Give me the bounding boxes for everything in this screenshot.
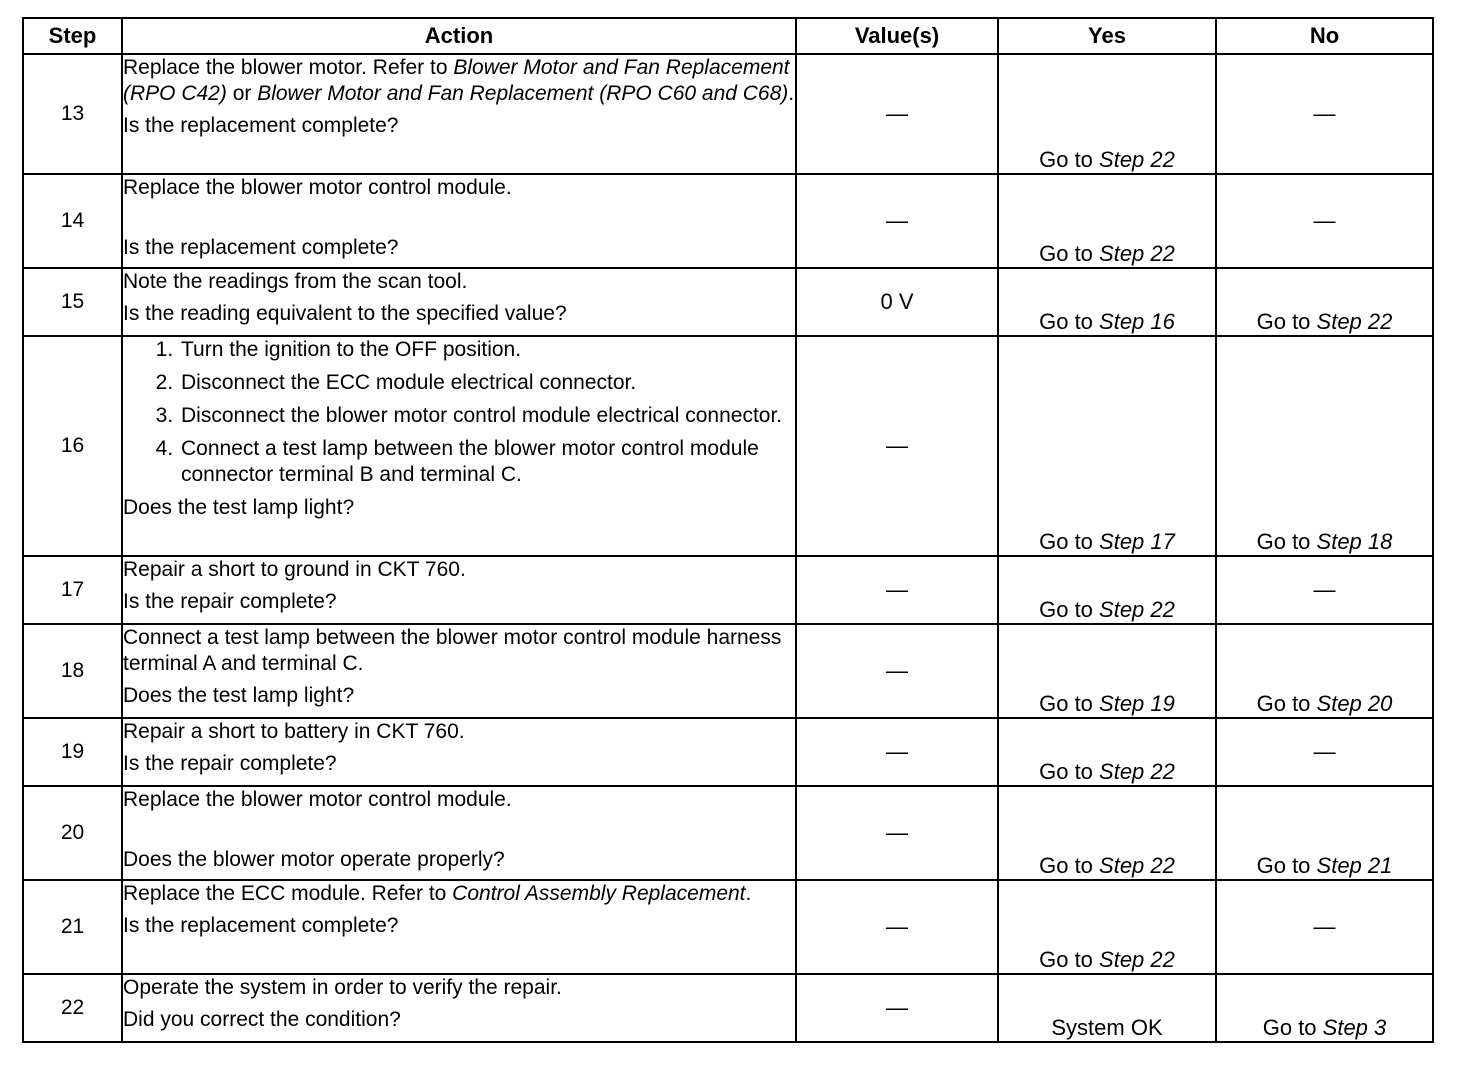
- step-number: 19: [23, 718, 122, 786]
- reference-link: Blower Motor and Fan Replacement (RPO C60 and C68): [257, 82, 789, 105]
- action-question: Does the test lamp light?: [123, 684, 355, 707]
- value-cell: —: [796, 624, 998, 718]
- step-reference: Step 20: [1316, 691, 1393, 716]
- yes-cell: Go to Step 22: [998, 786, 1216, 880]
- action-question: Does the blower motor operate properly?: [123, 848, 505, 871]
- step-reference: Step 22: [1099, 147, 1175, 172]
- no-cell: Go to Step 22: [1216, 268, 1433, 336]
- no-cell: —: [1216, 54, 1433, 174]
- action-cell: [122, 624, 796, 718]
- action-question: Is the reading equivalent to the specified value?: [123, 302, 567, 325]
- action-cell: [122, 54, 796, 174]
- action-question: Did you correct the condition?: [123, 1008, 401, 1031]
- step-reference: Step 21: [1316, 853, 1393, 878]
- action-cell: [122, 880, 796, 974]
- table-row: [23, 718, 1433, 786]
- action-cell: [122, 336, 796, 556]
- action-text: Repair a short to ground in CKT 760.: [123, 558, 466, 581]
- step-reference: Step 3: [1322, 1015, 1387, 1040]
- list-item: 2. Disconnect the ECC module electrical connector.: [179, 370, 795, 396]
- table-row: [23, 624, 1433, 718]
- table-row: [23, 268, 1433, 336]
- table-row: [23, 880, 1433, 974]
- action-question: Is the replacement complete?: [123, 114, 399, 137]
- header-step: Step: [23, 18, 122, 54]
- table-row: [23, 556, 1433, 624]
- no-cell: Go to Step 20: [1216, 624, 1433, 718]
- no-cell: —: [1216, 174, 1433, 268]
- action-cell: [122, 974, 796, 1042]
- step-number: 22: [23, 974, 122, 1042]
- yes-cell: Go to Step 22: [998, 174, 1216, 268]
- step-reference: Step 19: [1099, 691, 1175, 716]
- step-number: 14: [23, 174, 122, 268]
- step-number: 15: [23, 268, 122, 336]
- step-number: 13: [23, 54, 122, 174]
- header-values: Value(s): [796, 18, 998, 54]
- value-cell: —: [796, 174, 998, 268]
- yes-cell: Go to Step 22: [998, 880, 1216, 974]
- step-number: 20: [23, 786, 122, 880]
- action-text: Replace the blower motor. Refer to Blower Motor and Fan Replacement (RPO C42) or Blower Motor and Fan Replacement (RPO C60 and C68).: [123, 56, 795, 105]
- no-cell: —: [1216, 718, 1433, 786]
- header-action: Action: [122, 18, 796, 54]
- value-cell: —: [796, 54, 998, 174]
- yes-cell: Go to Step 22: [998, 718, 1216, 786]
- step-reference: Step 18: [1316, 529, 1393, 554]
- action-cell: [122, 786, 796, 880]
- action-cell: [122, 718, 796, 786]
- value-cell: —: [796, 786, 998, 880]
- action-cell: [122, 268, 796, 336]
- action-question: Does the test lamp light?: [123, 496, 355, 519]
- list-item: 3. Disconnect the blower motor control module electrical connector.: [179, 403, 795, 429]
- table-row: [23, 974, 1433, 1042]
- step-number: 16: [23, 336, 122, 556]
- value-cell: —: [796, 974, 998, 1042]
- no-cell: —: [1216, 880, 1433, 974]
- value-cell: 0 V: [796, 268, 998, 336]
- step-number: 18: [23, 624, 122, 718]
- yes-cell: Go to Step 22: [998, 556, 1216, 624]
- step-reference: Step 22: [1099, 853, 1175, 878]
- step-reference: Step 22: [1099, 947, 1175, 972]
- no-cell: —: [1216, 556, 1433, 624]
- list-item: 1. Turn the ignition to the OFF position.: [179, 337, 795, 363]
- action-text: Replace the ECC module. Refer to Control Assembly Replacement.: [123, 882, 752, 905]
- yes-cell: Go to Step 17: [998, 336, 1216, 556]
- action-cell: [122, 174, 796, 268]
- table-row: [23, 174, 1433, 268]
- value-cell: —: [796, 718, 998, 786]
- value-cell: —: [796, 336, 998, 556]
- action-question: Is the replacement complete?: [123, 914, 399, 937]
- step-reference: Step 22: [1099, 241, 1175, 266]
- table-row: [23, 786, 1433, 880]
- step-reference: Step 16: [1099, 309, 1175, 334]
- action-text: Replace the blower motor control module.: [123, 176, 512, 199]
- step-reference: Step 22: [1099, 759, 1175, 784]
- action-cell: [122, 556, 796, 624]
- value-cell: —: [796, 880, 998, 974]
- diagnostic-table: [22, 17, 1434, 1043]
- step-reference: Step 22: [1099, 597, 1175, 622]
- action-question: Is the repair complete?: [123, 752, 337, 775]
- yes-cell: System OK: [998, 974, 1216, 1042]
- no-cell: Go to Step 21: [1216, 786, 1433, 880]
- step-reference: Step 22: [1316, 309, 1393, 334]
- action-text: Replace the blower motor control module.: [123, 788, 512, 811]
- action-question: Is the repair complete?: [123, 590, 337, 613]
- action-text: Note the readings from the scan tool.: [123, 270, 468, 293]
- table-row: [23, 54, 1433, 174]
- reference-link: Blower Motor and Fan Replacement (RPO C42): [123, 56, 790, 105]
- yes-cell: Go to Step 19: [998, 624, 1216, 718]
- header-no: No: [1216, 18, 1433, 54]
- table-row: [23, 336, 1433, 556]
- list-item: 4. Connect a test lamp between the blower motor control module connector terminal B and terminal C.: [179, 436, 795, 488]
- header-row: [23, 18, 1433, 54]
- no-cell: Go to Step 3: [1216, 974, 1433, 1042]
- reference-link: Control Assembly Replacement: [452, 882, 746, 905]
- no-cell: Go to Step 18: [1216, 336, 1433, 556]
- procedure-list: [123, 337, 795, 488]
- step-reference: Step 17: [1099, 529, 1175, 554]
- step-number: 21: [23, 880, 122, 974]
- yes-cell: Go to Step 22: [998, 54, 1216, 174]
- action-text: Connect a test lamp between the blower motor control module harness terminal A and terminal C.: [123, 626, 782, 675]
- yes-cell: Go to Step 16: [998, 268, 1216, 336]
- step-number: 17: [23, 556, 122, 624]
- value-cell: —: [796, 556, 998, 624]
- action-question: Is the replacement complete?: [123, 236, 399, 259]
- action-text: Repair a short to battery in CKT 760.: [123, 720, 465, 743]
- header-yes: Yes: [998, 18, 1216, 54]
- action-text: Operate the system in order to verify the repair.: [123, 976, 562, 999]
